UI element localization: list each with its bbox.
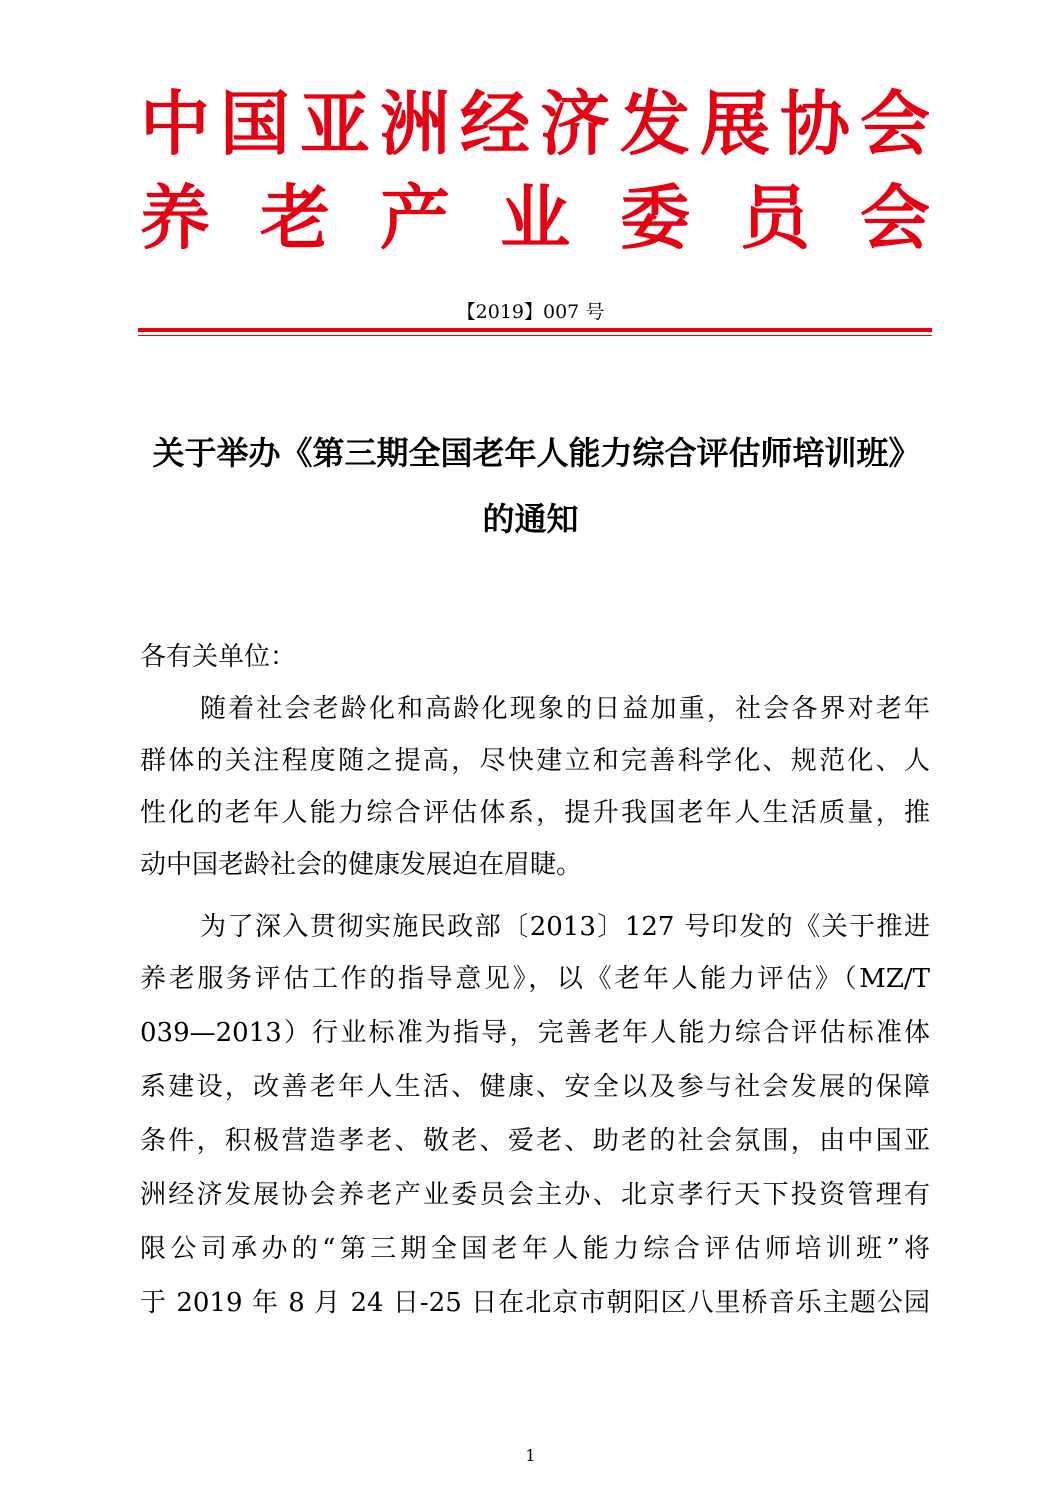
organization-name-line1: 中国亚洲经济发展协会 <box>140 83 930 165</box>
notice-title-line2: 的通知 <box>482 500 579 538</box>
paragraph2-line: 系建设，改善老年人生活、健康、安全以及参与社会发展的保障 <box>140 1072 930 1102</box>
paragraph1-line: 性化的老年人能力综合评估体系，提升我国老年人生活质量，推 <box>140 798 930 828</box>
paragraph2-line: 为了深入贯彻实施民政部〔2013〕127 号印发的《关于推进 <box>200 912 930 942</box>
page-number: 1 <box>525 1446 536 1465</box>
organization-name-line2: 养老产业委员会 <box>140 177 930 259</box>
paragraph2-line: 条件，积极营造孝老、敬老、爱老、助老的社会氛围，由中国亚 <box>140 1126 930 1156</box>
notice-title-line1: 关于举办《第三期全国老年人能力综合评估师培训班》 <box>152 434 921 472</box>
paragraph2-line: 洲经济发展协会养老产业委员会主办、北京孝行天下投资管理有 <box>140 1180 930 1210</box>
paragraph1-line: 随着社会老龄化和高龄化现象的日益加重，社会各界对老年 <box>200 694 930 724</box>
paragraph2-line: 限公司承办的“第三期全国老年人能力综合评估师培训班”将 <box>140 1234 930 1264</box>
paragraph2-line: 039—2013）行业标准为指导，完善老年人能力综合评估标准体 <box>140 1018 930 1048</box>
red-divider-thin <box>138 335 932 336</box>
salutation: 各有关单位： <box>140 642 297 672</box>
document-number: 【2019】007 号 <box>456 301 605 323</box>
paragraph1-line: 群体的关注程度随之提高，尽快建立和完善科学化、规范化、人 <box>140 746 930 776</box>
red-divider-thick <box>138 328 932 332</box>
paragraph2-line: 于 2019 年 8 月 24 日-25 日在北京市朝阳区八里桥音乐主题公园 <box>140 1288 930 1318</box>
paragraph2-line: 养老服务评估工作的指导意见》，以《老年人能力评估》（MZ/T <box>140 964 930 994</box>
paragraph1-line: 动中国老龄社会的健康发展迫在眉睫。 <box>140 850 583 880</box>
